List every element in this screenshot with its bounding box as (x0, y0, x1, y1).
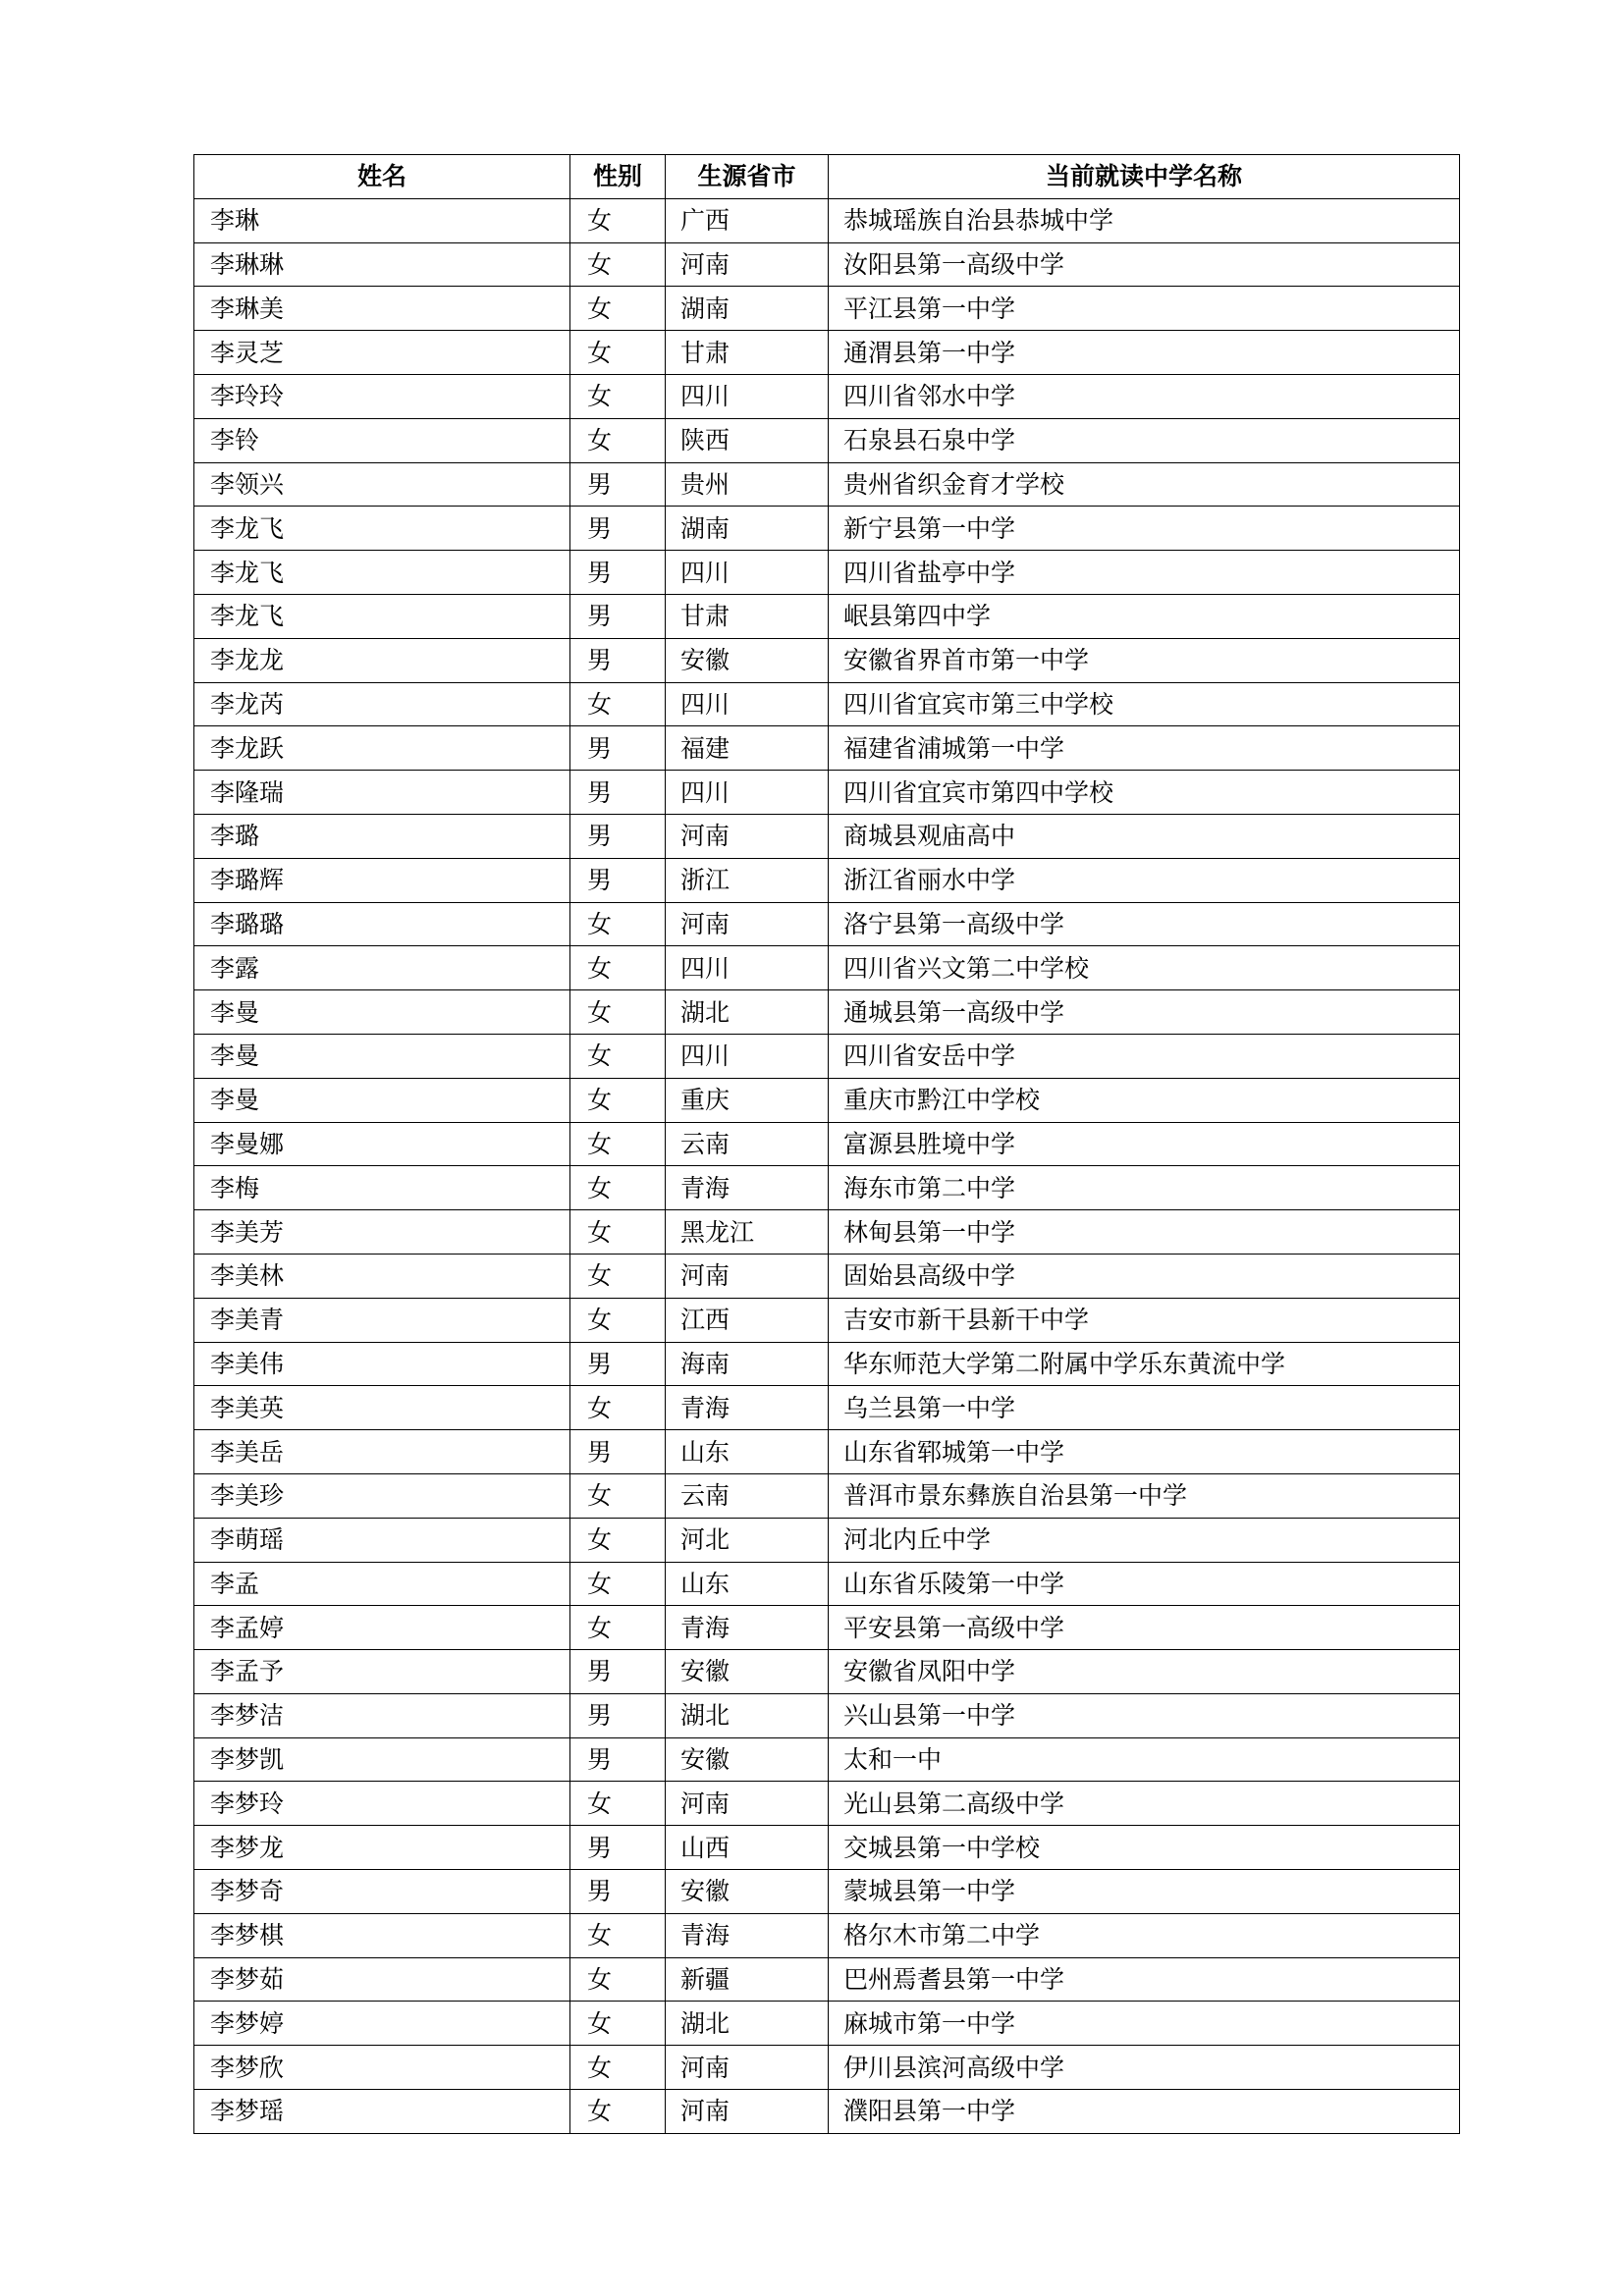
cell-school: 四川省邻水中学 (829, 374, 1460, 418)
table-row (194, 418, 1460, 462)
cell-name: 李龙龙 (194, 638, 570, 682)
cell-province: 甘肃 (666, 331, 829, 375)
cell-province: 青海 (666, 1166, 829, 1210)
cell-school: 乌兰县第一中学 (829, 1386, 1460, 1430)
cell-province: 湖北 (666, 1693, 829, 1737)
cell-name: 李美英 (194, 1386, 570, 1430)
cell-school: 麻城市第一中学 (829, 2002, 1460, 2046)
cell-school: 巴州焉耆县第一中学 (829, 1957, 1460, 2002)
cell-gender: 女 (570, 1166, 666, 1210)
cell-school: 河北内丘中学 (829, 1518, 1460, 1562)
cell-name: 李美岳 (194, 1430, 570, 1474)
table-row (194, 1606, 1460, 1650)
cell-province: 山西 (666, 1826, 829, 1870)
cell-name: 李龙跃 (194, 726, 570, 771)
table-row (194, 638, 1460, 682)
cell-name: 李梦凯 (194, 1737, 570, 1782)
cell-name: 李美林 (194, 1254, 570, 1298)
cell-name: 李龙飞 (194, 507, 570, 551)
cell-province: 安徽 (666, 638, 829, 682)
cell-school: 四川省宜宾市第四中学校 (829, 771, 1460, 815)
cell-gender: 女 (570, 1386, 666, 1430)
cell-school: 富源县胜境中学 (829, 1122, 1460, 1166)
cell-school: 山东省乐陵第一中学 (829, 1562, 1460, 1606)
table-row (194, 2046, 1460, 2090)
cell-name: 李铃 (194, 418, 570, 462)
cell-gender: 男 (570, 594, 666, 638)
cell-school: 格尔木市第二中学 (829, 1913, 1460, 1957)
cell-province: 浙江 (666, 858, 829, 902)
cell-gender: 女 (570, 242, 666, 287)
cell-province: 四川 (666, 771, 829, 815)
cell-school: 蒙城县第一中学 (829, 1870, 1460, 1914)
table-row (194, 507, 1460, 551)
cell-name: 李璐辉 (194, 858, 570, 902)
cell-province: 湖南 (666, 287, 829, 331)
cell-school: 岷县第四中学 (829, 594, 1460, 638)
cell-gender: 女 (570, 198, 666, 242)
table-row (194, 1782, 1460, 1826)
cell-name: 李梦奇 (194, 1870, 570, 1914)
cell-province: 广西 (666, 198, 829, 242)
cell-name: 李琳琳 (194, 242, 570, 287)
cell-gender: 女 (570, 2090, 666, 2134)
cell-province: 陕西 (666, 418, 829, 462)
cell-name: 李美芳 (194, 1210, 570, 1255)
table-row (194, 331, 1460, 375)
cell-gender: 女 (570, 1254, 666, 1298)
cell-province: 山东 (666, 1562, 829, 1606)
cell-gender: 女 (570, 287, 666, 331)
cell-school: 四川省盐亭中学 (829, 551, 1460, 595)
cell-gender: 女 (570, 1210, 666, 1255)
table-row (194, 1870, 1460, 1914)
table-row (194, 2002, 1460, 2046)
table-header (194, 155, 1460, 199)
cell-school: 石泉县石泉中学 (829, 418, 1460, 462)
cell-school: 恭城瑶族自治县恭城中学 (829, 198, 1460, 242)
cell-province: 湖南 (666, 507, 829, 551)
cell-gender: 男 (570, 1826, 666, 1870)
cell-gender: 女 (570, 1122, 666, 1166)
table-row (194, 902, 1460, 946)
cell-province: 河南 (666, 1254, 829, 1298)
cell-province: 青海 (666, 1913, 829, 1957)
cell-school: 普洱市景东彝族自治县第一中学 (829, 1473, 1460, 1518)
cell-province: 四川 (666, 682, 829, 726)
table-row (194, 990, 1460, 1035)
cell-name: 李梦龙 (194, 1826, 570, 1870)
cell-province: 湖北 (666, 990, 829, 1035)
cell-gender: 女 (570, 331, 666, 375)
table-row (194, 1210, 1460, 1255)
cell-gender: 女 (570, 2046, 666, 2090)
table-row (194, 1166, 1460, 1210)
cell-province: 甘肃 (666, 594, 829, 638)
header-province: 生源省市 (666, 155, 829, 199)
cell-province: 四川 (666, 374, 829, 418)
cell-name: 李孟婷 (194, 1606, 570, 1650)
cell-gender: 女 (570, 418, 666, 462)
cell-name: 李曼娜 (194, 1122, 570, 1166)
cell-name: 李曼 (194, 1034, 570, 1078)
cell-gender: 男 (570, 771, 666, 815)
header-row (194, 155, 1460, 199)
cell-gender: 男 (570, 638, 666, 682)
cell-school: 浙江省丽水中学 (829, 858, 1460, 902)
cell-school: 海东市第二中学 (829, 1166, 1460, 1210)
student-table (193, 154, 1460, 2134)
cell-name: 李美青 (194, 1298, 570, 1342)
cell-school: 固始县高级中学 (829, 1254, 1460, 1298)
cell-gender: 女 (570, 374, 666, 418)
cell-gender: 女 (570, 1034, 666, 1078)
cell-gender: 男 (570, 1430, 666, 1474)
cell-gender: 女 (570, 1606, 666, 1650)
cell-gender: 女 (570, 1518, 666, 1562)
cell-name: 李琳美 (194, 287, 570, 331)
table-row (194, 726, 1460, 771)
cell-school: 洛宁县第一高级中学 (829, 902, 1460, 946)
cell-gender: 男 (570, 551, 666, 595)
cell-name: 李璐 (194, 814, 570, 858)
cell-name: 李琳 (194, 198, 570, 242)
cell-school: 伊川县滨河高级中学 (829, 2046, 1460, 2090)
cell-name: 李隆瑞 (194, 771, 570, 815)
table-row (194, 594, 1460, 638)
table-body (194, 198, 1460, 2133)
cell-name: 李龙芮 (194, 682, 570, 726)
cell-gender: 女 (570, 946, 666, 990)
table-row (194, 1254, 1460, 1298)
table-row (194, 1737, 1460, 1782)
table-row (194, 1957, 1460, 2002)
cell-name: 李龙飞 (194, 594, 570, 638)
cell-province: 四川 (666, 551, 829, 595)
cell-gender: 女 (570, 1298, 666, 1342)
cell-school: 山东省郓城第一中学 (829, 1430, 1460, 1474)
cell-province: 山东 (666, 1430, 829, 1474)
cell-gender: 女 (570, 1562, 666, 1606)
table-row (194, 858, 1460, 902)
header-gender: 性别 (570, 155, 666, 199)
cell-province: 海南 (666, 1342, 829, 1386)
cell-name: 李领兴 (194, 462, 570, 507)
cell-school: 新宁县第一中学 (829, 507, 1460, 551)
cell-name: 李美伟 (194, 1342, 570, 1386)
table-row (194, 462, 1460, 507)
cell-school: 安徽省界首市第一中学 (829, 638, 1460, 682)
cell-province: 云南 (666, 1122, 829, 1166)
cell-name: 李萌瑶 (194, 1518, 570, 1562)
cell-name: 李梦婷 (194, 2002, 570, 2046)
cell-gender: 女 (570, 1473, 666, 1518)
cell-gender: 男 (570, 507, 666, 551)
cell-province: 青海 (666, 1386, 829, 1430)
table-row (194, 1386, 1460, 1430)
cell-school: 华东师范大学第二附属中学乐东黄流中学 (829, 1342, 1460, 1386)
cell-name: 李露 (194, 946, 570, 990)
cell-school: 福建省浦城第一中学 (829, 726, 1460, 771)
cell-school: 贵州省织金育才学校 (829, 462, 1460, 507)
cell-gender: 女 (570, 1782, 666, 1826)
cell-province: 福建 (666, 726, 829, 771)
cell-province: 湖北 (666, 2002, 829, 2046)
cell-province: 安徽 (666, 1870, 829, 1914)
cell-province: 云南 (666, 1473, 829, 1518)
cell-name: 李孟 (194, 1562, 570, 1606)
cell-school: 汝阳县第一高级中学 (829, 242, 1460, 287)
cell-gender: 女 (570, 1078, 666, 1122)
cell-gender: 男 (570, 814, 666, 858)
table-row (194, 1562, 1460, 1606)
cell-province: 河南 (666, 2046, 829, 2090)
cell-name: 李梦欣 (194, 2046, 570, 2090)
cell-province: 贵州 (666, 462, 829, 507)
cell-school: 平江县第一中学 (829, 287, 1460, 331)
cell-province: 重庆 (666, 1078, 829, 1122)
table-row (194, 1693, 1460, 1737)
cell-gender: 女 (570, 682, 666, 726)
cell-province: 河南 (666, 902, 829, 946)
table-row (194, 946, 1460, 990)
table-row (194, 1650, 1460, 1694)
cell-name: 李灵芝 (194, 331, 570, 375)
cell-school: 平安县第一高级中学 (829, 1606, 1460, 1650)
cell-school: 吉安市新干县新干中学 (829, 1298, 1460, 1342)
table-row (194, 1078, 1460, 1122)
table-row (194, 242, 1460, 287)
table-row (194, 2090, 1460, 2134)
cell-school: 交城县第一中学校 (829, 1826, 1460, 1870)
cell-gender: 女 (570, 2002, 666, 2046)
cell-gender: 女 (570, 902, 666, 946)
cell-school: 四川省安岳中学 (829, 1034, 1460, 1078)
cell-school: 商城县观庙高中 (829, 814, 1460, 858)
cell-name: 李曼 (194, 1078, 570, 1122)
cell-name: 李梦玲 (194, 1782, 570, 1826)
cell-name: 李梦瑶 (194, 2090, 570, 2134)
cell-school: 通渭县第一中学 (829, 331, 1460, 375)
cell-gender: 男 (570, 1870, 666, 1914)
cell-name: 李美珍 (194, 1473, 570, 1518)
cell-gender: 男 (570, 858, 666, 902)
cell-name: 李曼 (194, 990, 570, 1035)
cell-name: 李梅 (194, 1166, 570, 1210)
cell-gender: 女 (570, 1957, 666, 2002)
cell-school: 太和一中 (829, 1737, 1460, 1782)
table-row (194, 1826, 1460, 1870)
cell-province: 河南 (666, 242, 829, 287)
table-row (194, 682, 1460, 726)
cell-school: 林甸县第一中学 (829, 1210, 1460, 1255)
cell-school: 四川省宜宾市第三中学校 (829, 682, 1460, 726)
cell-name: 李梦洁 (194, 1693, 570, 1737)
cell-province: 新疆 (666, 1957, 829, 2002)
table-row (194, 1473, 1460, 1518)
table-row (194, 1518, 1460, 1562)
cell-name: 李玲玲 (194, 374, 570, 418)
table-row (194, 551, 1460, 595)
table-row (194, 374, 1460, 418)
cell-gender: 男 (570, 1737, 666, 1782)
table-row (194, 287, 1460, 331)
cell-gender: 男 (570, 726, 666, 771)
cell-province: 河南 (666, 2090, 829, 2134)
table-row (194, 1034, 1460, 1078)
cell-school: 濮阳县第一中学 (829, 2090, 1460, 2134)
cell-province: 河南 (666, 814, 829, 858)
header-name: 姓名 (194, 155, 570, 199)
table-row (194, 198, 1460, 242)
cell-province: 安徽 (666, 1737, 829, 1782)
cell-province: 青海 (666, 1606, 829, 1650)
cell-school: 四川省兴文第二中学校 (829, 946, 1460, 990)
table-row (194, 1342, 1460, 1386)
table-row (194, 814, 1460, 858)
cell-province: 四川 (666, 1034, 829, 1078)
table-row (194, 1298, 1460, 1342)
cell-school: 重庆市黔江中学校 (829, 1078, 1460, 1122)
cell-name: 李璐璐 (194, 902, 570, 946)
cell-name: 李梦茹 (194, 1957, 570, 2002)
cell-province: 江西 (666, 1298, 829, 1342)
cell-province: 河北 (666, 1518, 829, 1562)
cell-name: 李梦棋 (194, 1913, 570, 1957)
cell-school: 通城县第一高级中学 (829, 990, 1460, 1035)
cell-gender: 男 (570, 462, 666, 507)
cell-province: 河南 (666, 1782, 829, 1826)
cell-gender: 女 (570, 1913, 666, 1957)
table-row (194, 1122, 1460, 1166)
cell-name: 李孟予 (194, 1650, 570, 1694)
cell-gender: 男 (570, 1342, 666, 1386)
table-row (194, 1913, 1460, 1957)
cell-province: 黑龙江 (666, 1210, 829, 1255)
cell-province: 四川 (666, 946, 829, 990)
cell-province: 安徽 (666, 1650, 829, 1694)
cell-school: 安徽省凤阳中学 (829, 1650, 1460, 1694)
table-row (194, 1430, 1460, 1474)
cell-gender: 男 (570, 1650, 666, 1694)
table-row (194, 771, 1460, 815)
cell-school: 光山县第二高级中学 (829, 1782, 1460, 1826)
cell-school: 兴山县第一中学 (829, 1693, 1460, 1737)
cell-name: 李龙飞 (194, 551, 570, 595)
cell-gender: 男 (570, 1693, 666, 1737)
header-school: 当前就读中学名称 (829, 155, 1460, 199)
cell-gender: 女 (570, 990, 666, 1035)
